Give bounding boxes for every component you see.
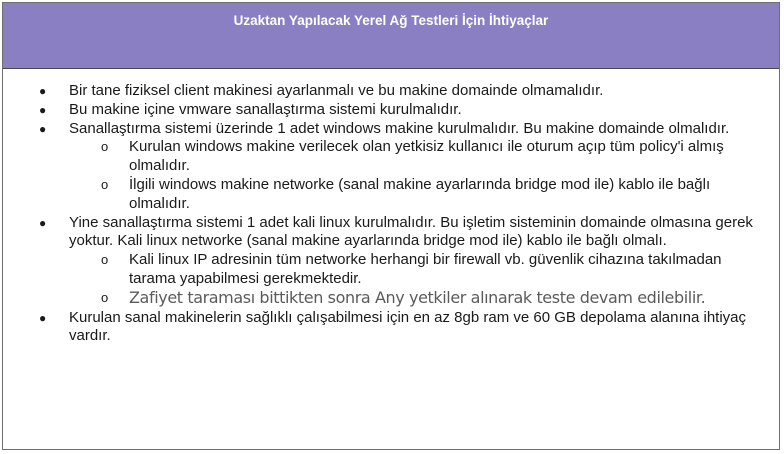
list-item-text: Bu makine içine vmware sanallaştırma sistemi kurulmalıdır. bbox=[69, 100, 462, 118]
document-frame bbox=[2, 2, 780, 450]
bullet-icon: ● bbox=[39, 102, 47, 117]
sub-list-item-text: İlgili windows makine networke (sanal makine ayarlarında bridge mod ile) kablo ile bağlı olmalıdır. bbox=[129, 175, 711, 212]
sub-list-item bbox=[101, 287, 769, 309]
bullet-icon: ● bbox=[39, 84, 47, 98]
list-item bbox=[39, 308, 769, 347]
circle-bullet-icon: o bbox=[101, 289, 109, 305]
list-item bbox=[39, 119, 769, 214]
bullet-icon: ● bbox=[39, 121, 47, 136]
bullet-icon: ● bbox=[39, 215, 47, 230]
circle-bullet-icon: o bbox=[101, 176, 109, 192]
sub-list-item bbox=[101, 138, 769, 176]
list-item bbox=[39, 100, 769, 120]
sub-list-item bbox=[101, 175, 769, 214]
list-item-text: Yine sanallaştırma sistemi 1 adet kali linux kurulmalıdır. Bu işletim sisteminin domainde olmasına gerek yoktur. Kali linux networke (sanal makine ayarlarında bridge mod ile) kablo ile bağlı olmalı. bbox=[69, 213, 753, 250]
sub-list bbox=[69, 138, 769, 213]
list-item-text: Sanallaştırma sistemi üzerinde 1 adet windows makine kurulmalıdır. Bu makine domainde olmalıdır. bbox=[69, 119, 730, 137]
sub-list bbox=[69, 251, 769, 308]
sub-list-item-text: Kali linux IP adresinin tüm networke herhangi bir firewall vb. güvenlik cihazına takılmadan tarama yapabilmesi gerekmektedir. bbox=[129, 251, 722, 287]
sub-list-item bbox=[101, 251, 769, 289]
circle-bullet-icon: o bbox=[101, 139, 109, 155]
circle-bullet-icon: o bbox=[101, 252, 109, 268]
sub-list-item-text: Kurulan windows makine verilecek olan yetkisiz kullanıcı ile oturum açıp tüm policy'i almış olmalıdır. bbox=[129, 138, 724, 175]
sub-list-item-text: Zafiyet taraması bittikten sonra Any yetkiler alınarak teste devam edilebilir. bbox=[129, 287, 706, 307]
list-item-text: Bir tane fiziksel client makinesi ayarlanmalı ve bu makine domainde olmamalıdır. bbox=[69, 82, 604, 99]
header-bar bbox=[3, 3, 779, 69]
list-item bbox=[39, 82, 769, 101]
requirements-list bbox=[3, 70, 779, 346]
list-item-text: Kurulan sanal makinelerin sağlıklı çalışabilmesi için en az 8gb ram ve 60 GB depolama alanına ihtiyaç vardır. bbox=[69, 308, 747, 345]
page-title: Uzaktan Yapılacak Yerel Ağ Testleri İçin İhtiyaçlar bbox=[233, 13, 549, 28]
bullet-icon: ● bbox=[39, 310, 47, 325]
list-item bbox=[39, 213, 769, 309]
requirements-body bbox=[3, 70, 779, 346]
